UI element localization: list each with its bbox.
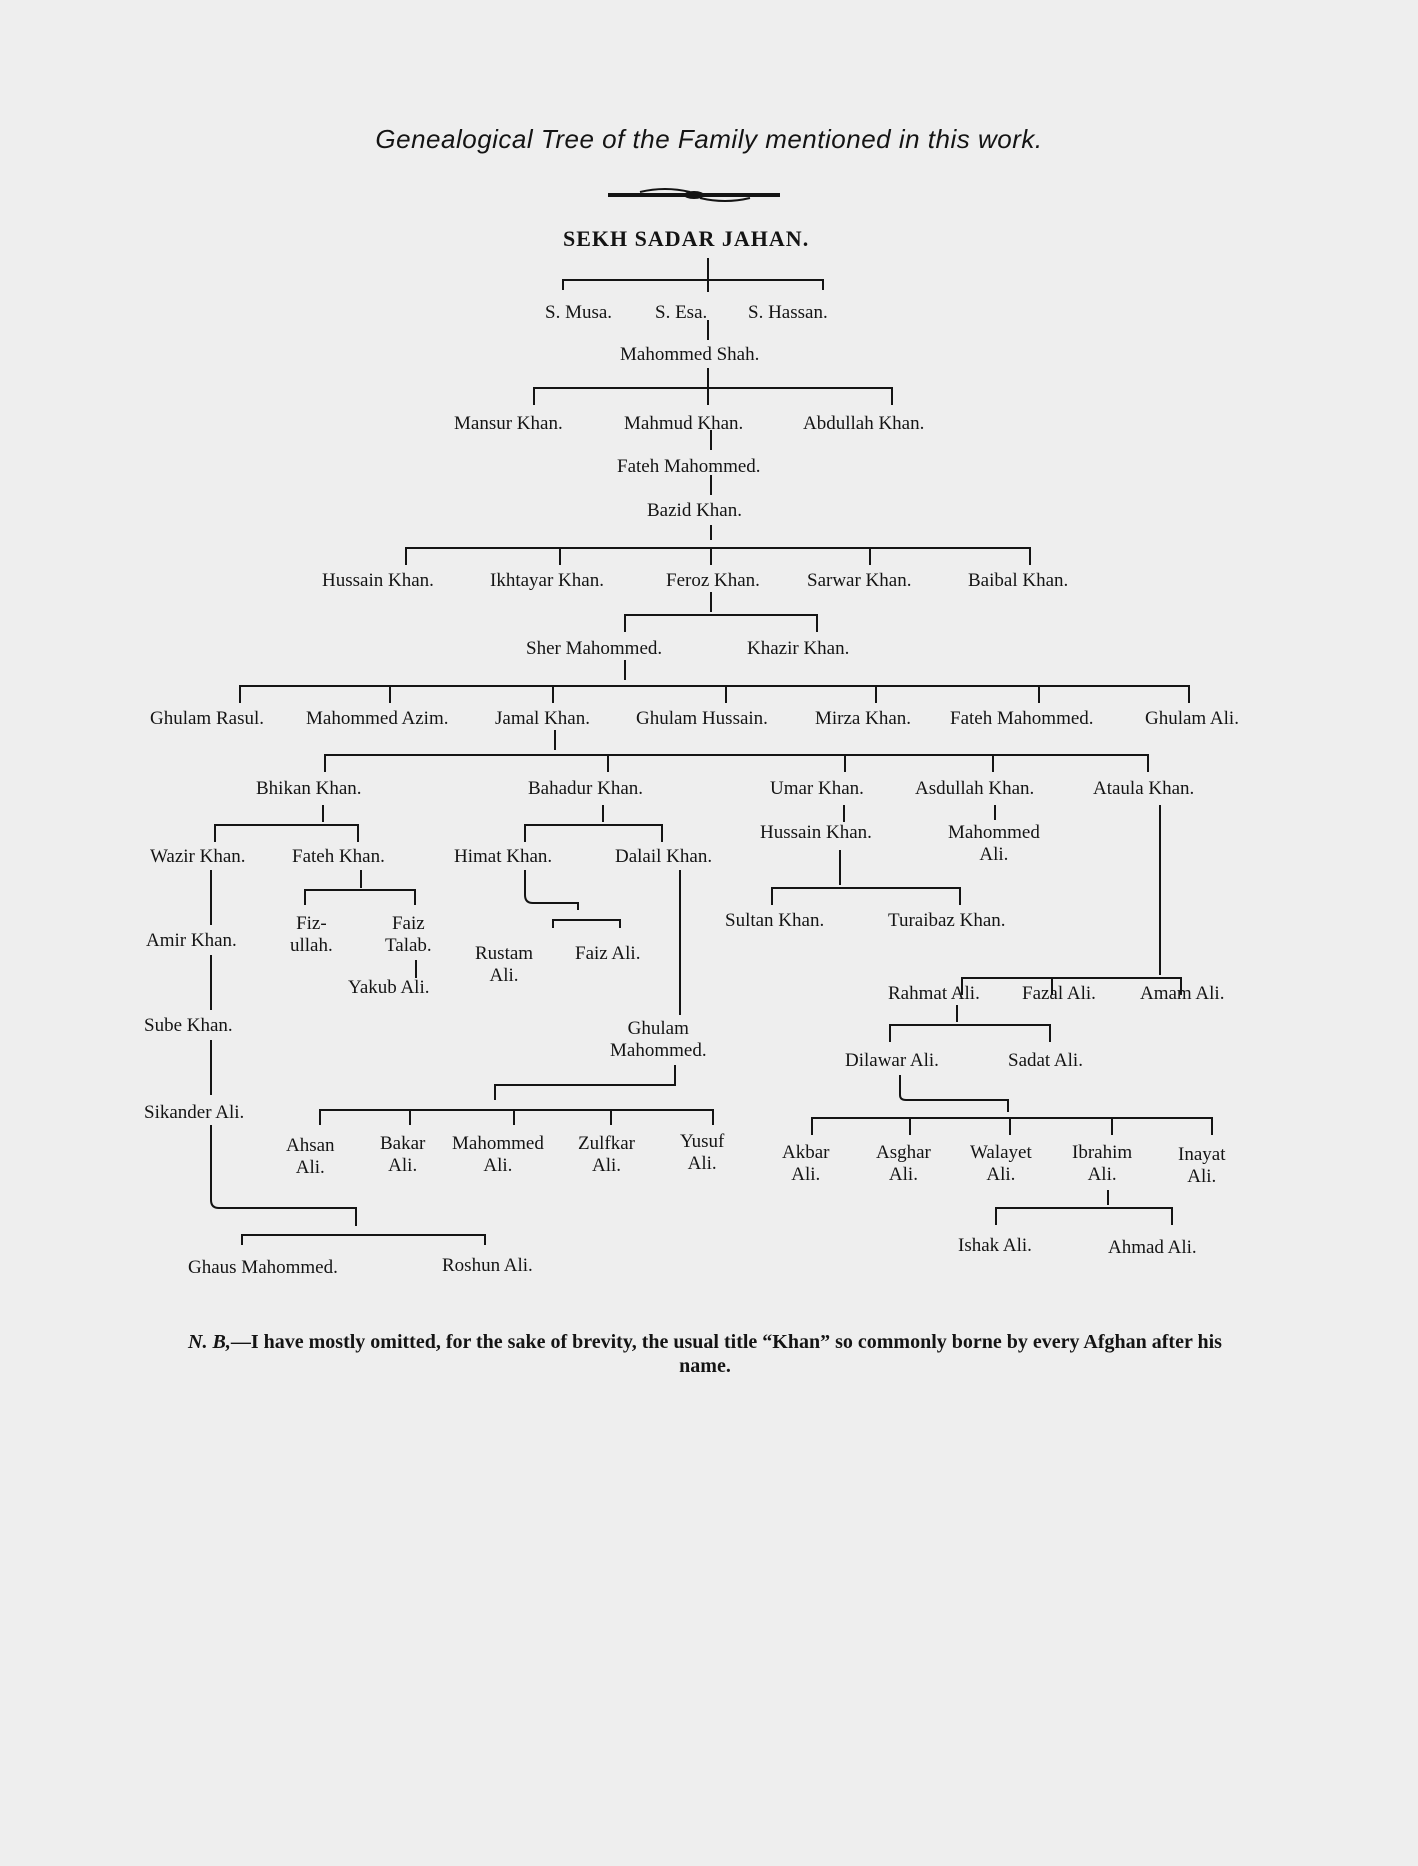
node-ikhtayar-khan: Ikhtayar Khan.	[490, 570, 604, 591]
node-roshun-ali: Roshun Ali.	[442, 1255, 533, 1276]
footnote	[170, 1330, 1240, 1378]
node-mahommed-ali-2: Mahommed Ali.	[452, 1133, 544, 1176]
node-sher-mahommed: Sher Mahommed.	[526, 638, 663, 659]
node-ghulam-ali: Ghulam Ali.	[1145, 708, 1239, 729]
node-mahommed-azim: Mahommed Azim.	[306, 708, 449, 729]
node-s-hassan: S. Hassan.	[748, 302, 828, 323]
node-amir-khan: Amir Khan.	[146, 930, 237, 951]
node-ahsan-ali: Ahsan Ali.	[286, 1135, 335, 1178]
footnote-prefix: N. B,	[188, 1331, 231, 1353]
node-mahommed-shah: Mahommed Shah.	[620, 344, 760, 365]
node-mahommed-ali-1: Mahommed Ali.	[948, 822, 1040, 865]
node-wazir-khan: Wazir Khan.	[150, 846, 246, 867]
node-zulfkar-ali: Zulfkar Ali.	[578, 1133, 635, 1176]
node-bakar-ali: Bakar Ali.	[380, 1133, 426, 1176]
node-fizullah: Fiz- ullah.	[290, 913, 333, 956]
node-ataula-khan: Ataula Khan.	[1093, 778, 1195, 799]
node-hussain-khan-1: Hussain Khan.	[322, 570, 434, 591]
title-ornament	[608, 189, 780, 201]
node-sadat-ali: Sadat Ali.	[1008, 1050, 1083, 1071]
node-feroz-khan: Feroz Khan.	[666, 570, 760, 591]
node-asdullah-khan: Asdullah Khan.	[915, 778, 1035, 799]
node-abdullah-khan: Abdullah Khan.	[803, 413, 925, 434]
node-bhikan-khan: Bhikan Khan.	[256, 778, 362, 799]
node-akbar-ali: Akbar Ali.	[782, 1142, 830, 1185]
node-rustam-ali: Rustam Ali.	[475, 943, 534, 986]
node-amam-ali: Amam Ali.	[1140, 983, 1225, 1004]
node-faiz-talab: Faiz Talab.	[385, 913, 432, 956]
node-jamal-khan: Jamal Khan.	[495, 708, 590, 729]
node-sube-khan: Sube Khan.	[144, 1015, 233, 1036]
node-turaibaz-khan: Turaibaz Khan.	[888, 910, 1006, 931]
node-fateh-mahommed-1: Fateh Mahommed.	[617, 456, 761, 477]
node-sarwar-khan: Sarwar Khan.	[807, 570, 912, 591]
node-s-esa: S. Esa.	[655, 302, 708, 323]
node-sikander-ali: Sikander Ali.	[144, 1102, 245, 1123]
node-ishak-ali: Ishak Ali.	[958, 1235, 1032, 1256]
tree-lines	[211, 258, 1212, 1245]
node-fateh-mahommed-2: Fateh Mahommed.	[950, 708, 1094, 729]
node-fateh-khan: Fateh Khan.	[292, 846, 385, 867]
node-ibrahim-ali: Ibrahim Ali.	[1072, 1142, 1133, 1185]
node-mahmud-khan: Mahmud Khan.	[624, 413, 744, 434]
node-rahmat-ali: Rahmat Ali.	[888, 983, 980, 1004]
node-umar-khan: Umar Khan.	[770, 778, 864, 799]
node-bahadur-khan: Bahadur Khan.	[528, 778, 644, 799]
node-yusuf-ali: Yusuf Ali.	[680, 1131, 725, 1174]
node-hussain-khan-2: Hussain Khan.	[760, 822, 872, 843]
node-ahmad-ali: Ahmad Ali.	[1108, 1237, 1197, 1258]
node-mirza-khan: Mirza Khan.	[815, 708, 912, 729]
node-baibal-khan: Baibal Khan.	[968, 570, 1069, 591]
node-faiz-ali: Faiz Ali.	[575, 943, 641, 964]
node-walayet-ali: Walayet Ali.	[970, 1142, 1032, 1185]
node-fazal-ali: Fazal Ali.	[1022, 983, 1096, 1004]
node-asghar-ali: Asghar Ali.	[876, 1142, 931, 1185]
node-ghaus-mahommed: Ghaus Mahommed.	[188, 1257, 338, 1278]
node-himat-khan: Himat Khan.	[454, 846, 553, 867]
node-ghulam-rasul: Ghulam Rasul.	[150, 708, 264, 729]
node-dilawar-ali: Dilawar Ali.	[845, 1050, 939, 1071]
node-ghulam-hussain: Ghulam Hussain.	[636, 708, 768, 729]
page-title: Genealogical Tree of the Family mentioned in this work.	[375, 124, 1043, 154]
node-bazid-khan: Bazid Khan.	[647, 500, 742, 521]
node-ghulam-mahommed: Ghulam Mahommed.	[610, 1018, 707, 1061]
node-khazir-khan: Khazir Khan.	[747, 638, 850, 659]
node-dalail-khan: Dalail Khan.	[615, 846, 713, 867]
node-root: SEKH SADAR JAHAN.	[563, 226, 810, 251]
node-yakub-ali: Yakub Ali.	[348, 977, 430, 998]
node-mansur-khan: Mansur Khan.	[454, 413, 563, 434]
node-s-musa: S. Musa.	[545, 302, 613, 323]
node-sultan-khan: Sultan Khan.	[725, 910, 825, 931]
footnote-text: —I have mostly omitted, for the sake of brevity, the usual title “Khan” so commonly borne by every Afghan after his name.	[230, 1331, 1222, 1377]
node-inayat-ali: Inayat Ali.	[1178, 1144, 1226, 1187]
